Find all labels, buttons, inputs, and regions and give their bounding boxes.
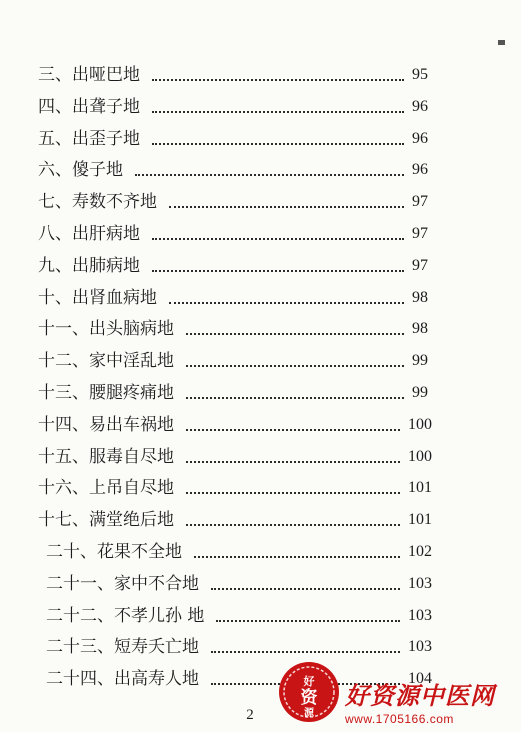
toc-entry-page: 101 — [408, 479, 432, 496]
toc-leader-dots — [152, 228, 404, 240]
toc-entry — [0, 317, 521, 341]
toc-entry-page: 97 — [412, 225, 428, 242]
toc-entry — [0, 349, 521, 373]
toc-leader-dots — [169, 292, 404, 304]
toc-entry-title: 十二、家中淫乱地 — [38, 351, 174, 371]
toc-entry-page: 104 — [408, 670, 432, 687]
toc-entry — [0, 95, 521, 119]
toc-leader-dots — [135, 164, 404, 176]
toc-leader-dots — [186, 514, 400, 526]
toc-leader-dots — [186, 387, 404, 399]
toc-entry-page: 99 — [412, 384, 428, 401]
toc-entry-title: 十、出肾血病地 — [38, 288, 157, 308]
toc-leader-dots — [152, 69, 404, 81]
toc-entry-title: 五、出歪子地 — [38, 129, 140, 149]
watermark-brand-url: www.1705166.com — [345, 712, 454, 726]
toc-entry-title: 三、出哑巴地 — [38, 65, 140, 85]
toc-leader-dots — [186, 419, 400, 431]
toc-entry — [0, 413, 521, 437]
toc-entry-page: 100 — [408, 448, 432, 465]
toc-entry — [0, 445, 521, 469]
toc-entry-title: 十六、上吊自尽地 — [38, 478, 174, 498]
toc-entry — [0, 540, 521, 564]
toc-leader-dots — [186, 323, 404, 335]
toc-entry-page: 97 — [412, 193, 428, 210]
toc-entry-page: 100 — [408, 416, 432, 433]
toc-entry-title: 十五、服毒自尽地 — [38, 447, 174, 467]
toc-entry — [0, 508, 521, 532]
toc-entry — [0, 635, 521, 659]
page-number: 2 — [246, 707, 254, 723]
toc-entry — [0, 158, 521, 182]
toc-entry — [0, 254, 521, 278]
watermark-seal-logo — [277, 660, 341, 724]
toc-leader-dots — [211, 641, 400, 653]
toc-entry-title: 二十二、不孝儿孙 地 — [46, 606, 205, 626]
toc-entry-page: 98 — [412, 289, 428, 306]
toc-leader-dots — [186, 451, 400, 463]
svg-text:资: 资 — [300, 688, 318, 708]
toc-entry-page: 96 — [412, 130, 428, 147]
watermark-brand-name: 好资源中医网 — [345, 682, 495, 710]
toc-entry-title: 九、出肺病地 — [38, 256, 140, 276]
toc-entry-title: 二十、花果不全地 — [46, 542, 182, 562]
toc-entry-title: 八、出肝病地 — [38, 224, 140, 244]
toc-entry — [0, 190, 521, 214]
watermark-brand — [345, 676, 517, 726]
toc-leader-dots — [211, 578, 400, 590]
toc-entry — [0, 63, 521, 87]
toc-entry-title: 十七、满堂绝后地 — [38, 510, 174, 530]
toc-entry-page: 103 — [408, 638, 432, 655]
toc-entry-page: 102 — [408, 543, 432, 560]
toc-leader-dots — [169, 196, 404, 208]
toc-leader-dots — [152, 260, 404, 272]
toc-leader-dots — [152, 101, 404, 113]
toc-entry — [0, 476, 521, 500]
toc-entry-title: 四、出聋子地 — [38, 97, 140, 117]
toc-entry-title: 十三、腰腿疼痛地 — [38, 383, 174, 403]
toc-entry — [0, 572, 521, 596]
toc-entry-page: 95 — [412, 66, 428, 83]
svg-text:好: 好 — [303, 675, 315, 688]
toc-entry — [0, 604, 521, 628]
toc-entry-title: 二十三、短寿夭亡地 — [46, 637, 199, 657]
toc-entry-page: 99 — [412, 352, 428, 369]
toc-entry-page: 103 — [408, 575, 432, 592]
toc-entry-page: 103 — [408, 607, 432, 624]
toc-entry-page: 96 — [412, 161, 428, 178]
toc-entry-page: 96 — [412, 98, 428, 115]
toc-entry — [0, 286, 521, 310]
toc-entry-page: 101 — [408, 511, 432, 528]
toc-entry-page: 98 — [412, 320, 428, 337]
toc-entry-title: 十四、易出车祸地 — [38, 415, 174, 435]
toc-entry — [0, 127, 521, 151]
toc-leader-dots — [186, 355, 404, 367]
toc-entry — [0, 381, 521, 405]
toc-entry-title: 七、寿数不齐地 — [38, 192, 157, 212]
toc-entry — [0, 222, 521, 246]
toc-leader-dots — [186, 482, 400, 494]
toc-leader-dots — [194, 546, 400, 558]
toc-entry-title: 十一、出头脑病地 — [38, 319, 174, 339]
toc-entry-title: 六、傻子地 — [38, 160, 123, 180]
toc-entry-page: 97 — [412, 257, 428, 274]
svg-text:源: 源 — [304, 708, 314, 719]
toc-entry-title: 二十一、家中不合地 — [46, 574, 199, 594]
toc-leader-dots — [216, 610, 400, 622]
toc-leader-dots — [152, 133, 404, 145]
toc-entry-title: 二十四、出高寿人地 — [46, 669, 199, 689]
